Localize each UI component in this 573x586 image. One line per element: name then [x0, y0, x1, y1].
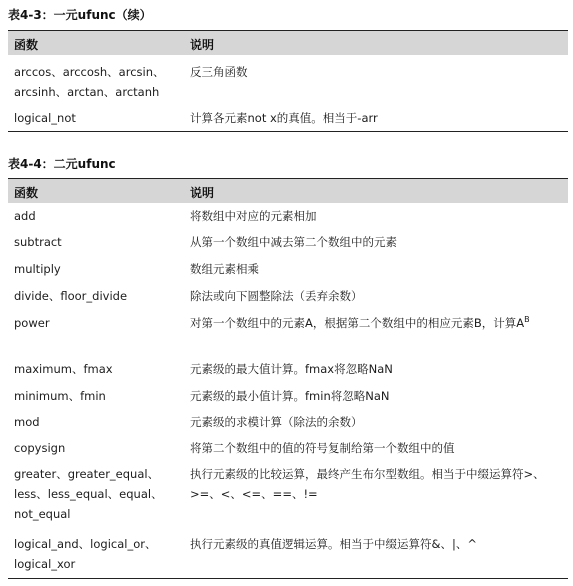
function-description: 元素级的最大值计算。fmax将忽略NaN — [190, 362, 393, 376]
function-description: 除法或向下圆整除法（丢弃余数） — [190, 289, 363, 303]
function-description: 执行元素级的真值逻辑运算。相当于中缀运算符&、|、^ — [190, 537, 477, 551]
function-name: divide、floor_divide — [14, 289, 128, 303]
function-name: power — [14, 316, 50, 330]
function-description: 反三角函数 — [190, 65, 248, 79]
function-description: 将第二个数组中的值的符号复制给第一个数组中的值 — [190, 441, 455, 455]
function-description: 元素级的最小值计算。fmin将忽略NaN — [190, 389, 390, 403]
table-bottom-rule — [8, 578, 568, 579]
function-name: multiply — [14, 262, 61, 276]
column-header-description: 说明 — [190, 186, 215, 200]
table-header — [8, 30, 568, 55]
function-name: greater、greater_equal、less、less_equal、equal、not_equal — [14, 467, 163, 521]
function-name: mod — [14, 415, 40, 429]
function-description — [190, 313, 565, 333]
function-name: logical_and、logical_or、logical_xor — [14, 537, 157, 571]
superscript-b: B — [524, 315, 530, 325]
data-table — [8, 178, 568, 203]
table-bottom-rule — [8, 131, 568, 132]
function-description: 将数组中对应的元素相加 — [190, 209, 317, 223]
function-description: 数组元素相乘 — [190, 262, 259, 276]
function-description: 元素级的求模计算（除法的余数） — [190, 415, 363, 429]
function-description: 从第一个数组中减去第二个数组中的元素 — [190, 235, 397, 249]
column-header-description: 说明 — [190, 38, 215, 52]
function-name: minimum、fmin — [14, 389, 106, 403]
column-header-function: 函数 — [14, 186, 39, 200]
function-description: 执行元素级的比较运算，最终产生布尔型数组。相当于中缀运算符>、>=、<、<=、==、!= — [190, 467, 545, 501]
data-table — [8, 30, 568, 55]
function-description-text: 对第一个数组中的元素A，根据第二个数组中的相应元素B，计算A — [190, 316, 525, 330]
function-description: 计算各元素not x的真值。相当于-arr — [190, 111, 378, 125]
function-name: arccos、arccosh、arcsin、arcsinh、arctan、arctanh — [14, 65, 165, 99]
table-caption: 表4-3：一元ufunc（续） — [8, 8, 152, 22]
function-name: maximum、fmax — [14, 362, 113, 376]
table-caption: 表4-4：二元ufunc — [8, 157, 116, 171]
table-header — [8, 178, 568, 203]
function-name: copysign — [14, 441, 66, 455]
column-header-function: 函数 — [14, 38, 39, 52]
function-name: subtract — [14, 235, 62, 249]
function-name: logical_not — [14, 111, 76, 125]
function-name: add — [14, 209, 36, 223]
